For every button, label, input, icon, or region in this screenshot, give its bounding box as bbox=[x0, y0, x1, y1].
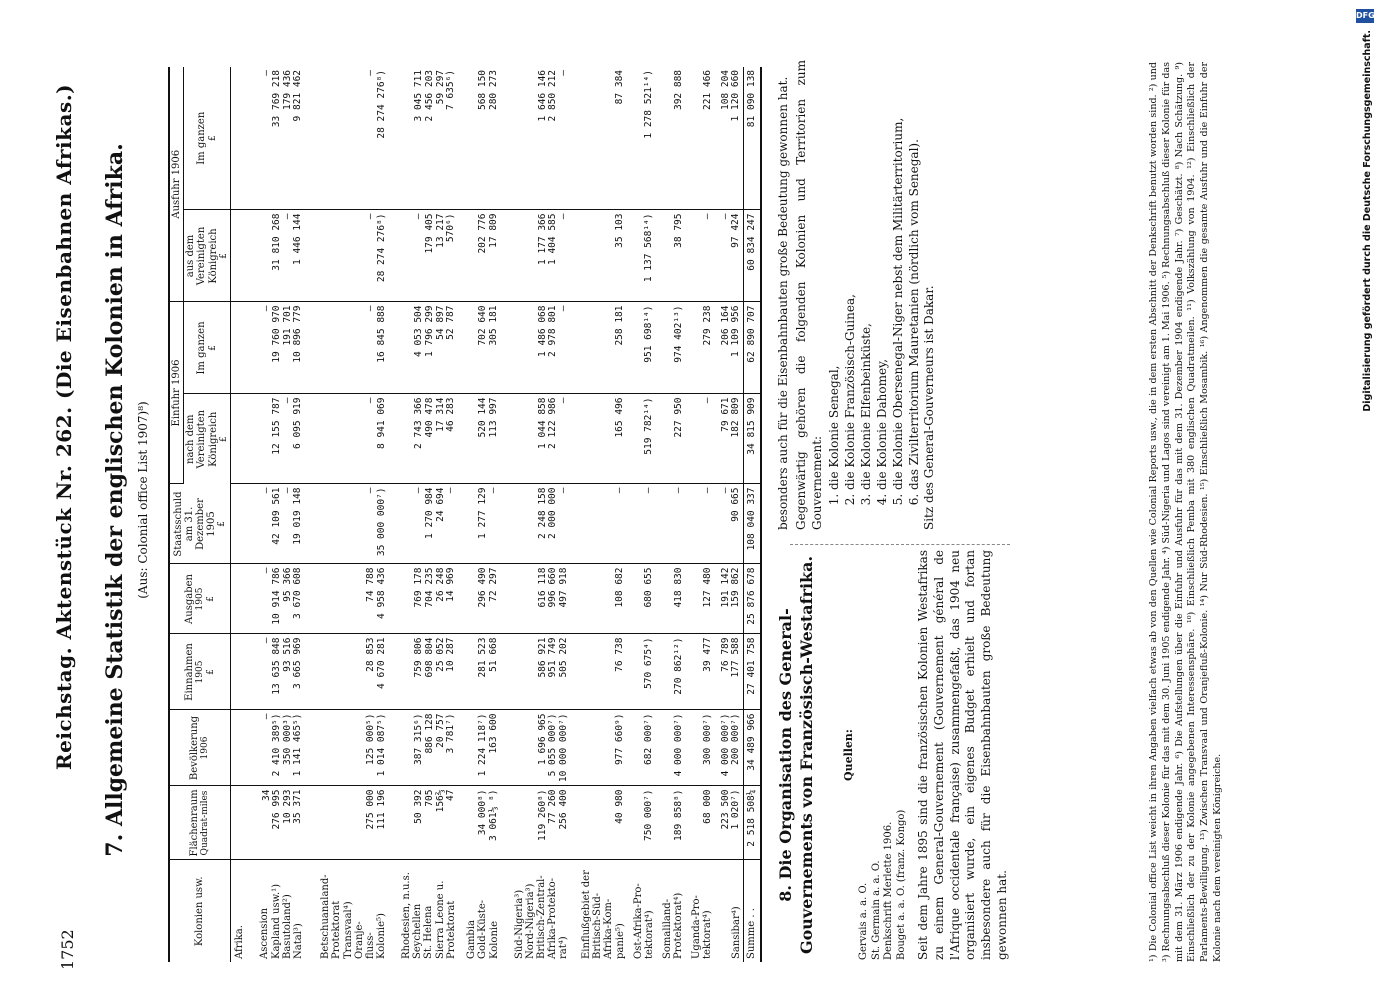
cell-ausfuhr-uk: — 179 405 13 217 570⁶) bbox=[388, 210, 458, 302]
table-header-row-1 bbox=[169, 67, 184, 962]
right-column-paragraph: Gegenwärtig gehören die folgenden Kolonien und Territorien zum Gouvernement: bbox=[793, 60, 824, 530]
table-row bbox=[249, 67, 305, 962]
cell-bevoelkerung: 4 000 000⁷) bbox=[656, 710, 685, 786]
header-ausfuhr-uk-label: aus dem Vereinigten Königreich bbox=[185, 226, 219, 286]
cell-staatsschuld: — 90 665 bbox=[715, 484, 744, 564]
cell-colony: Einflußgebiet der Britisch-Süd- Afrika-Kom- panie⁵) bbox=[580, 870, 626, 959]
cell-colony: Sansibar⁴) bbox=[730, 906, 742, 959]
cell-ausfuhr-ganzen: 3 045 711 2 456 203 59 297 7 635⁶) bbox=[388, 67, 458, 210]
header-bevoelkerung bbox=[169, 710, 230, 786]
cell-bevoelkerung: 387 315⁶) 886 128 20 757 3 781⁷) bbox=[388, 710, 458, 786]
cell-staatsschuld: 2 248 158 2 000 000 — bbox=[501, 484, 571, 564]
cell-einnahmen: 281 523 51 668 bbox=[458, 634, 501, 710]
cell-staatsschuld: — bbox=[570, 484, 626, 564]
cell-einfuhr-uk: 2 743 366 490 478 17 314 46 283 bbox=[388, 394, 458, 484]
table-row bbox=[305, 67, 388, 962]
right-column-intro: besonders auch für die Eisenbahnbauten große Bedeutung gewonnen hat. bbox=[776, 76, 790, 530]
total-bevoelkerung: 34 489 966 bbox=[743, 710, 761, 786]
cell-bevoelkerung: 682 000⁷) bbox=[627, 710, 656, 786]
cell-einfuhr-ganzen: 258 181 bbox=[570, 302, 626, 394]
cell-einfuhr-uk: 12 155 787 — 6 095 919 bbox=[249, 394, 305, 484]
header-ausfuhr-ganzen-unit: £ bbox=[207, 135, 218, 142]
cell-staatsschuld: — 1 270 984 24 694 — bbox=[388, 484, 458, 564]
cell-einnahmen: 39 477 bbox=[685, 634, 714, 710]
cell-ausfuhr-uk: 38 795 bbox=[656, 210, 685, 302]
cell-ausfuhr-ganzen: 108 204 1 120 660 bbox=[715, 67, 744, 210]
cell-einnahmen: — 13 635 848 93 516 3 665 969 bbox=[249, 634, 305, 710]
cell-einnahmen: 586 921 951 749 505 202 bbox=[501, 634, 571, 710]
cell-colony: Uganda-Pro- tektorat⁴) bbox=[691, 895, 714, 959]
total-staatsschuld: 108 040 337 bbox=[743, 484, 761, 564]
header-einnahmen bbox=[169, 634, 230, 710]
colonies-statistics-table bbox=[168, 67, 762, 962]
cell-ausgaben: 74 788 4 958 436 bbox=[305, 564, 388, 634]
cell-staatsschuld: — bbox=[627, 484, 656, 564]
cell-bevoelkerung: 1 224 118⁷) 163 600 bbox=[458, 710, 501, 786]
digitization-notice: Digitalisierung gefördert durch die Deutsche Forschungsgemeinschaft. bbox=[1362, 30, 1373, 412]
cell-bevoelkerung: 977 660⁹) bbox=[570, 710, 626, 786]
cell-flaeche: 119 260⁸) 77 260 256 400 bbox=[501, 786, 571, 860]
cell-flaeche: 750 000⁷) bbox=[627, 786, 656, 860]
header-ausgaben-unit: £ bbox=[205, 596, 216, 602]
cell-flaeche: 40 980 bbox=[570, 786, 626, 860]
cell-einnahmen: 270 862¹²) bbox=[656, 634, 685, 710]
cell-einfuhr-uk: — bbox=[685, 394, 714, 484]
header-ausfuhr-uk bbox=[184, 210, 231, 302]
header-ausfuhr-ganzen bbox=[184, 67, 231, 210]
cell-ausgaben: 769 178 704 235 26 248 14 969 bbox=[388, 564, 458, 634]
cell-ausfuhr-ganzen: 87 384 bbox=[570, 67, 626, 210]
footnotes: ¹) Die Colonial office List weicht in ihren Angaben vielfach etwas ab von den Quellen wie Colonial Reports usw., die in dem ersten Abschnitt der Denkschrift benutzt worden sind. ²) und ³) Rechnungsabschluß dieser Kolonie für das mit dem 30. Juni 1905 endigende Jahr. ⁴) Süd-Nigeria und Lagos sind vereinigt am 1. Mai 1906. ⁵) Rechnungsabschluß dieser Kolonie für das mit dem 31. März 1906 endigende Jahr. ⁶) Die Aufstellungen über die Einfuhr und Ausfuhr für das mit dem 31. Dezember 1904 endigende Jahr. ⁷) Geschätzt. ⁸) Nach Schätzung. ⁹) Einschließlich der zu der Kolonie angegebenen Interessensphäre. ¹⁰) Einschließlich Pemba mit 380 englischen Quadratmeilen. ¹¹) Volkszählung von 1904. ¹²) Einschließlich der Parlaments-Bewilligung. ¹³) Zwischen Transvaal und Oranjefluß-Kolonie. ¹⁴) Nur Süd-Rhodesien. ¹⁵) Einschließlich Mosambik. ¹⁶) Angenommen die gesamte Ausfuhr und die Einfuhr der Kolonie nach dem vereinigten Königreiche. bbox=[1148, 62, 1224, 962]
cell-ausfuhr-ganzen: 1 278 521¹⁴) bbox=[627, 67, 656, 210]
cell-flaeche: 275 000 111 196 bbox=[305, 786, 388, 860]
cell-einfuhr-uk: 165 496 bbox=[570, 394, 626, 484]
cell-colony: Süd-Nigeria³) Nord-Nigeria³) Britisch-Zentral- Afrika-Protekto- rat⁴) bbox=[513, 875, 570, 959]
header-flaeche-label: Flächenraum bbox=[189, 789, 201, 857]
cell-staatsschuld: — bbox=[656, 484, 685, 564]
header-staatsschuld-label: Staatsschuld am 31. Dezember 1905 bbox=[172, 491, 218, 557]
list-item: 3. die Kolonie Elfenbeinküste, bbox=[859, 60, 875, 490]
section-7-source: (Aus: Colonial office List 1907)⁸) bbox=[136, 401, 150, 599]
cell-einfuhr-ganzen: 4 053 504 1 796 299 54 897 52 787 bbox=[388, 302, 458, 394]
cell-flaeche: 50 392 705 156⅔ 47 bbox=[388, 786, 458, 860]
header-ausgaben-label: Ausgaben bbox=[184, 574, 196, 624]
cell-einfuhr-uk: — 8 941 069 bbox=[305, 394, 388, 484]
cell-ausfuhr-ganzen: 568 150 280 273 bbox=[458, 67, 501, 210]
cell-bevoelkerung: — 2 410 389⁵) 350 000³) 1 141 465⁵) bbox=[249, 710, 305, 786]
table-row bbox=[501, 67, 571, 962]
cell-staatsschuld: — 42 109 561 — 19 019 148 bbox=[249, 484, 305, 564]
sources-list: Gervais a. a. O. St. Germain a. a. O. Denkschrift Merlette 1906. Bouget a. a. O. (franz. Kongo) bbox=[858, 809, 907, 960]
cell-einfuhr-ganzen: 951 698¹⁴) bbox=[627, 302, 656, 394]
cell-einnahmen: 76 738 bbox=[570, 634, 626, 710]
cell-staatsschuld: — 35 000 000⁷) bbox=[305, 484, 388, 564]
sources-heading: Quellen: bbox=[842, 729, 855, 781]
cell-einfuhr-ganzen: 974 402¹³) bbox=[656, 302, 685, 394]
cell-colony: Ost-Afrika-Pro- tektorat⁴) bbox=[632, 883, 655, 959]
header-einfuhr-ganzen bbox=[184, 302, 231, 394]
total-ausfuhr-ganzen: 81 090 138 bbox=[743, 67, 761, 210]
cell-ausfuhr-uk: — bbox=[685, 210, 714, 302]
cell-ausfuhr-uk: 202 776 17 809 bbox=[458, 210, 501, 302]
region-label: Afrika. bbox=[234, 925, 246, 959]
cell-colony: Gambia Gold-Küste- Kolonie bbox=[466, 899, 500, 959]
cell-colony: Ascension Kapland usw.¹) Basutoland²) Natal³) bbox=[259, 883, 304, 959]
cell-einfuhr-uk: 519 782¹⁴) bbox=[627, 394, 656, 484]
cell-flaeche: 68 000 bbox=[685, 786, 714, 860]
header-ausfuhr-ganzen-label: Im ganzen bbox=[196, 111, 208, 165]
cell-ausfuhr-uk: 35 103 bbox=[570, 210, 626, 302]
running-header: Reichstag. Aktenstück Nr. 262. (Die Eisenbahnen Afrikas.) bbox=[52, 83, 76, 770]
header-flaeche-unit: Quadrat-miles bbox=[200, 790, 211, 856]
cell-bevoelkerung: 300 000⁷) bbox=[685, 710, 714, 786]
cell-einfuhr-uk: 227 950 bbox=[656, 394, 685, 484]
dfg-logo-badge: DFG bbox=[1356, 9, 1374, 23]
cell-ausfuhr-uk: — 28 274 276⁸) bbox=[305, 210, 388, 302]
header-einnahmen-label: Einnahmen bbox=[184, 643, 196, 701]
cell-ausgaben: 418 830 bbox=[656, 564, 685, 634]
cell-einfuhr-uk: 79 671 182 809 bbox=[715, 394, 744, 484]
header-einfuhr-ganzen-unit: £ bbox=[207, 345, 218, 351]
header-ausfuhr: Ausfuhr 1906 bbox=[169, 67, 184, 302]
cell-einfuhr-ganzen: 206 164 1 109 956 bbox=[715, 302, 744, 394]
cell-ausfuhr-uk: 1 177 366 1 404 585 — bbox=[501, 210, 571, 302]
header-einfuhr-ganzen-label: Im ganzen bbox=[196, 321, 208, 375]
cell-flaeche: 223 500 1 020⁷) bbox=[715, 786, 744, 860]
column-divider bbox=[790, 543, 1010, 545]
section-8-title: 8. Die Organisation des General-Gouvernements von Französisch-Westafrika. bbox=[776, 555, 816, 955]
table-row bbox=[570, 67, 626, 962]
cell-staatsschuld: 1 277 129 — bbox=[458, 484, 501, 564]
table-row bbox=[715, 67, 744, 962]
table-row bbox=[388, 67, 458, 962]
right-column-closing: Sitz des General-Gouverneurs ist Dakar. bbox=[922, 285, 937, 530]
header-ausgaben bbox=[169, 564, 230, 634]
cell-bevoelkerung: 125 000⁵) 1 014 087⁵) bbox=[305, 710, 388, 786]
cell-flaeche: 189 858⁸) bbox=[656, 786, 685, 860]
header-einnahmen-unit: £ bbox=[205, 669, 216, 675]
cell-einfuhr-ganzen: 1 486 068 2 978 801 — bbox=[501, 302, 571, 394]
header-bevoelkerung-label: Bevölkerung bbox=[189, 715, 201, 781]
header-einnahmen-year: 1905 bbox=[195, 660, 206, 684]
cell-ausfuhr-uk: 31 810 268 — 1 446 144 bbox=[249, 210, 305, 302]
table-row bbox=[627, 67, 656, 962]
table-row bbox=[656, 67, 685, 962]
cell-flaeche: 34 000⁸) 3 061⅓ ⁸) bbox=[458, 786, 501, 860]
cell-colony: Rhodesien, n.u.s. Seychellen St. Helena Sierra Leone u. Protektorat bbox=[401, 872, 457, 959]
header-einfuhr-uk-unit: £ bbox=[218, 436, 229, 443]
cell-ausgaben: 108 682 bbox=[570, 564, 626, 634]
list-item: 1. die Kolonie Senegal, bbox=[827, 60, 843, 490]
table-region-row bbox=[230, 67, 249, 962]
cell-ausgaben: 296 490 72 297 bbox=[458, 564, 501, 634]
list-item: 6. das Zivilterritorium Mauretanien (nördlich vom Senegal). bbox=[907, 60, 923, 490]
header-ausgaben-year: 1905 bbox=[195, 587, 206, 611]
list-item: 5. die Kolonie Obersenegal-Niger nebst dem Militärterritorium, bbox=[891, 60, 907, 490]
cell-colony: Somaliland- Protektorat⁴) bbox=[661, 892, 685, 959]
cell-ausfuhr-ganzen: — 28 274 276⁸) bbox=[305, 67, 388, 210]
section-8-right-column bbox=[776, 60, 940, 530]
cell-einnahmen: 570 675⁴) bbox=[627, 634, 656, 710]
table-total-row bbox=[743, 67, 761, 962]
cell-bevoelkerung: 4 000 000⁷) 200 000⁷) bbox=[715, 710, 744, 786]
header-staatsschuld bbox=[169, 484, 230, 564]
cell-ausfuhr-ganzen: 392 888 bbox=[656, 67, 685, 210]
cell-einnahmen: 76 789 177 588 bbox=[715, 634, 744, 710]
cell-bevoelkerung: 1 696 965 5 055 000⁷) 10 000 000⁷) bbox=[501, 710, 571, 786]
header-staatsschuld-unit: £ bbox=[217, 521, 228, 527]
cell-ausgaben: 191 142 159 862 bbox=[715, 564, 744, 634]
cell-ausgaben: 127 480 bbox=[685, 564, 714, 634]
header-kolonien: Kolonien usw. bbox=[169, 860, 230, 962]
territories-list bbox=[827, 60, 922, 530]
cell-flaeche: 34 276 995 10 293 35 371 bbox=[249, 786, 305, 860]
section-7-title: 7. Allgemeine Statistik der englischen Kolonien in Afrika. bbox=[102, 143, 128, 857]
header-einfuhr: Einfuhr 1906 bbox=[169, 302, 184, 484]
cell-einfuhr-ganzen: 279 238 bbox=[685, 302, 714, 394]
list-item: 2. die Kolonie Französisch-Guinea, bbox=[843, 60, 859, 490]
header-bevoelkerung-year: 1906 bbox=[200, 736, 211, 760]
total-einnahmen: 27 401 758 bbox=[743, 634, 761, 710]
total-flaeche: 2 518 508¼ bbox=[743, 786, 761, 860]
total-einfuhr-ganzen: 62 890 707 bbox=[743, 302, 761, 394]
total-ausgaben: 25 876 678 bbox=[743, 564, 761, 634]
total-einfuhr-uk: 34 815 909 bbox=[743, 394, 761, 484]
cell-ausfuhr-uk: 1 137 568¹⁴) bbox=[627, 210, 656, 302]
header-einfuhr-uk bbox=[184, 394, 231, 484]
cell-einfuhr-ganzen: 702 640 305 181 bbox=[458, 302, 501, 394]
cell-ausfuhr-ganzen: — 33 769 218 179 436 9 821 462 bbox=[249, 67, 305, 210]
list-item: 4. die Kolonie Dahomey, bbox=[875, 60, 891, 490]
header-einfuhr-uk-label: nach dem Vereinigten Königreich bbox=[185, 409, 219, 469]
cell-einfuhr-ganzen: — 16 845 888 bbox=[305, 302, 388, 394]
cell-colony: Betschuanaland- Protektorat Transvaal⁴) Oranje- fluss- Kolonie⁵) bbox=[320, 874, 388, 959]
cell-ausgaben: — 10 914 786 95 366 3 670 608 bbox=[249, 564, 305, 634]
table-row bbox=[458, 67, 501, 962]
total-ausfuhr-uk: 60 834 247 bbox=[743, 210, 761, 302]
cell-staatsschuld: — bbox=[685, 484, 714, 564]
header-ausfuhr-uk-unit: £ bbox=[218, 253, 229, 259]
table-row bbox=[685, 67, 714, 962]
cell-einnahmen: 759 806 698 804 25 052 10 287 bbox=[388, 634, 458, 710]
total-label: Summe . . bbox=[743, 860, 761, 962]
section-8-paragraph: Seit dem Jahre 1895 sind die französischen Kolonien Westafrikas zu einem General-Gouvernement (Gouvernement général de l'Afrique occidentale française) zusammengefaßt, das 1904 neu organisiert wurde, ein eigenes Budget erhielt und fortan insbesondere auch für die Eisenbahnbauten große Bedeutung gewonnen hat. bbox=[916, 550, 1010, 960]
cell-einfuhr-uk: 1 044 858 2 122 986 — bbox=[501, 394, 571, 484]
cell-einfuhr-uk: 520 144 113 997 bbox=[458, 394, 501, 484]
cell-ausfuhr-uk: — 97 424 bbox=[715, 210, 744, 302]
cell-einfuhr-ganzen: — 19 760 970 191 701 10 896 779 bbox=[249, 302, 305, 394]
cell-ausfuhr-ganzen: 221 466 bbox=[685, 67, 714, 210]
cell-ausfuhr-ganzen: 1 646 146 2 850 212 — bbox=[501, 67, 571, 210]
cell-ausgaben: 680 655 bbox=[627, 564, 656, 634]
header-flaeche bbox=[169, 786, 230, 860]
cell-ausgaben: 616 118 996 660 497 918 bbox=[501, 564, 571, 634]
page-number: 1752 bbox=[58, 929, 77, 970]
cell-einnahmen: 28 853 4 670 281 bbox=[305, 634, 388, 710]
